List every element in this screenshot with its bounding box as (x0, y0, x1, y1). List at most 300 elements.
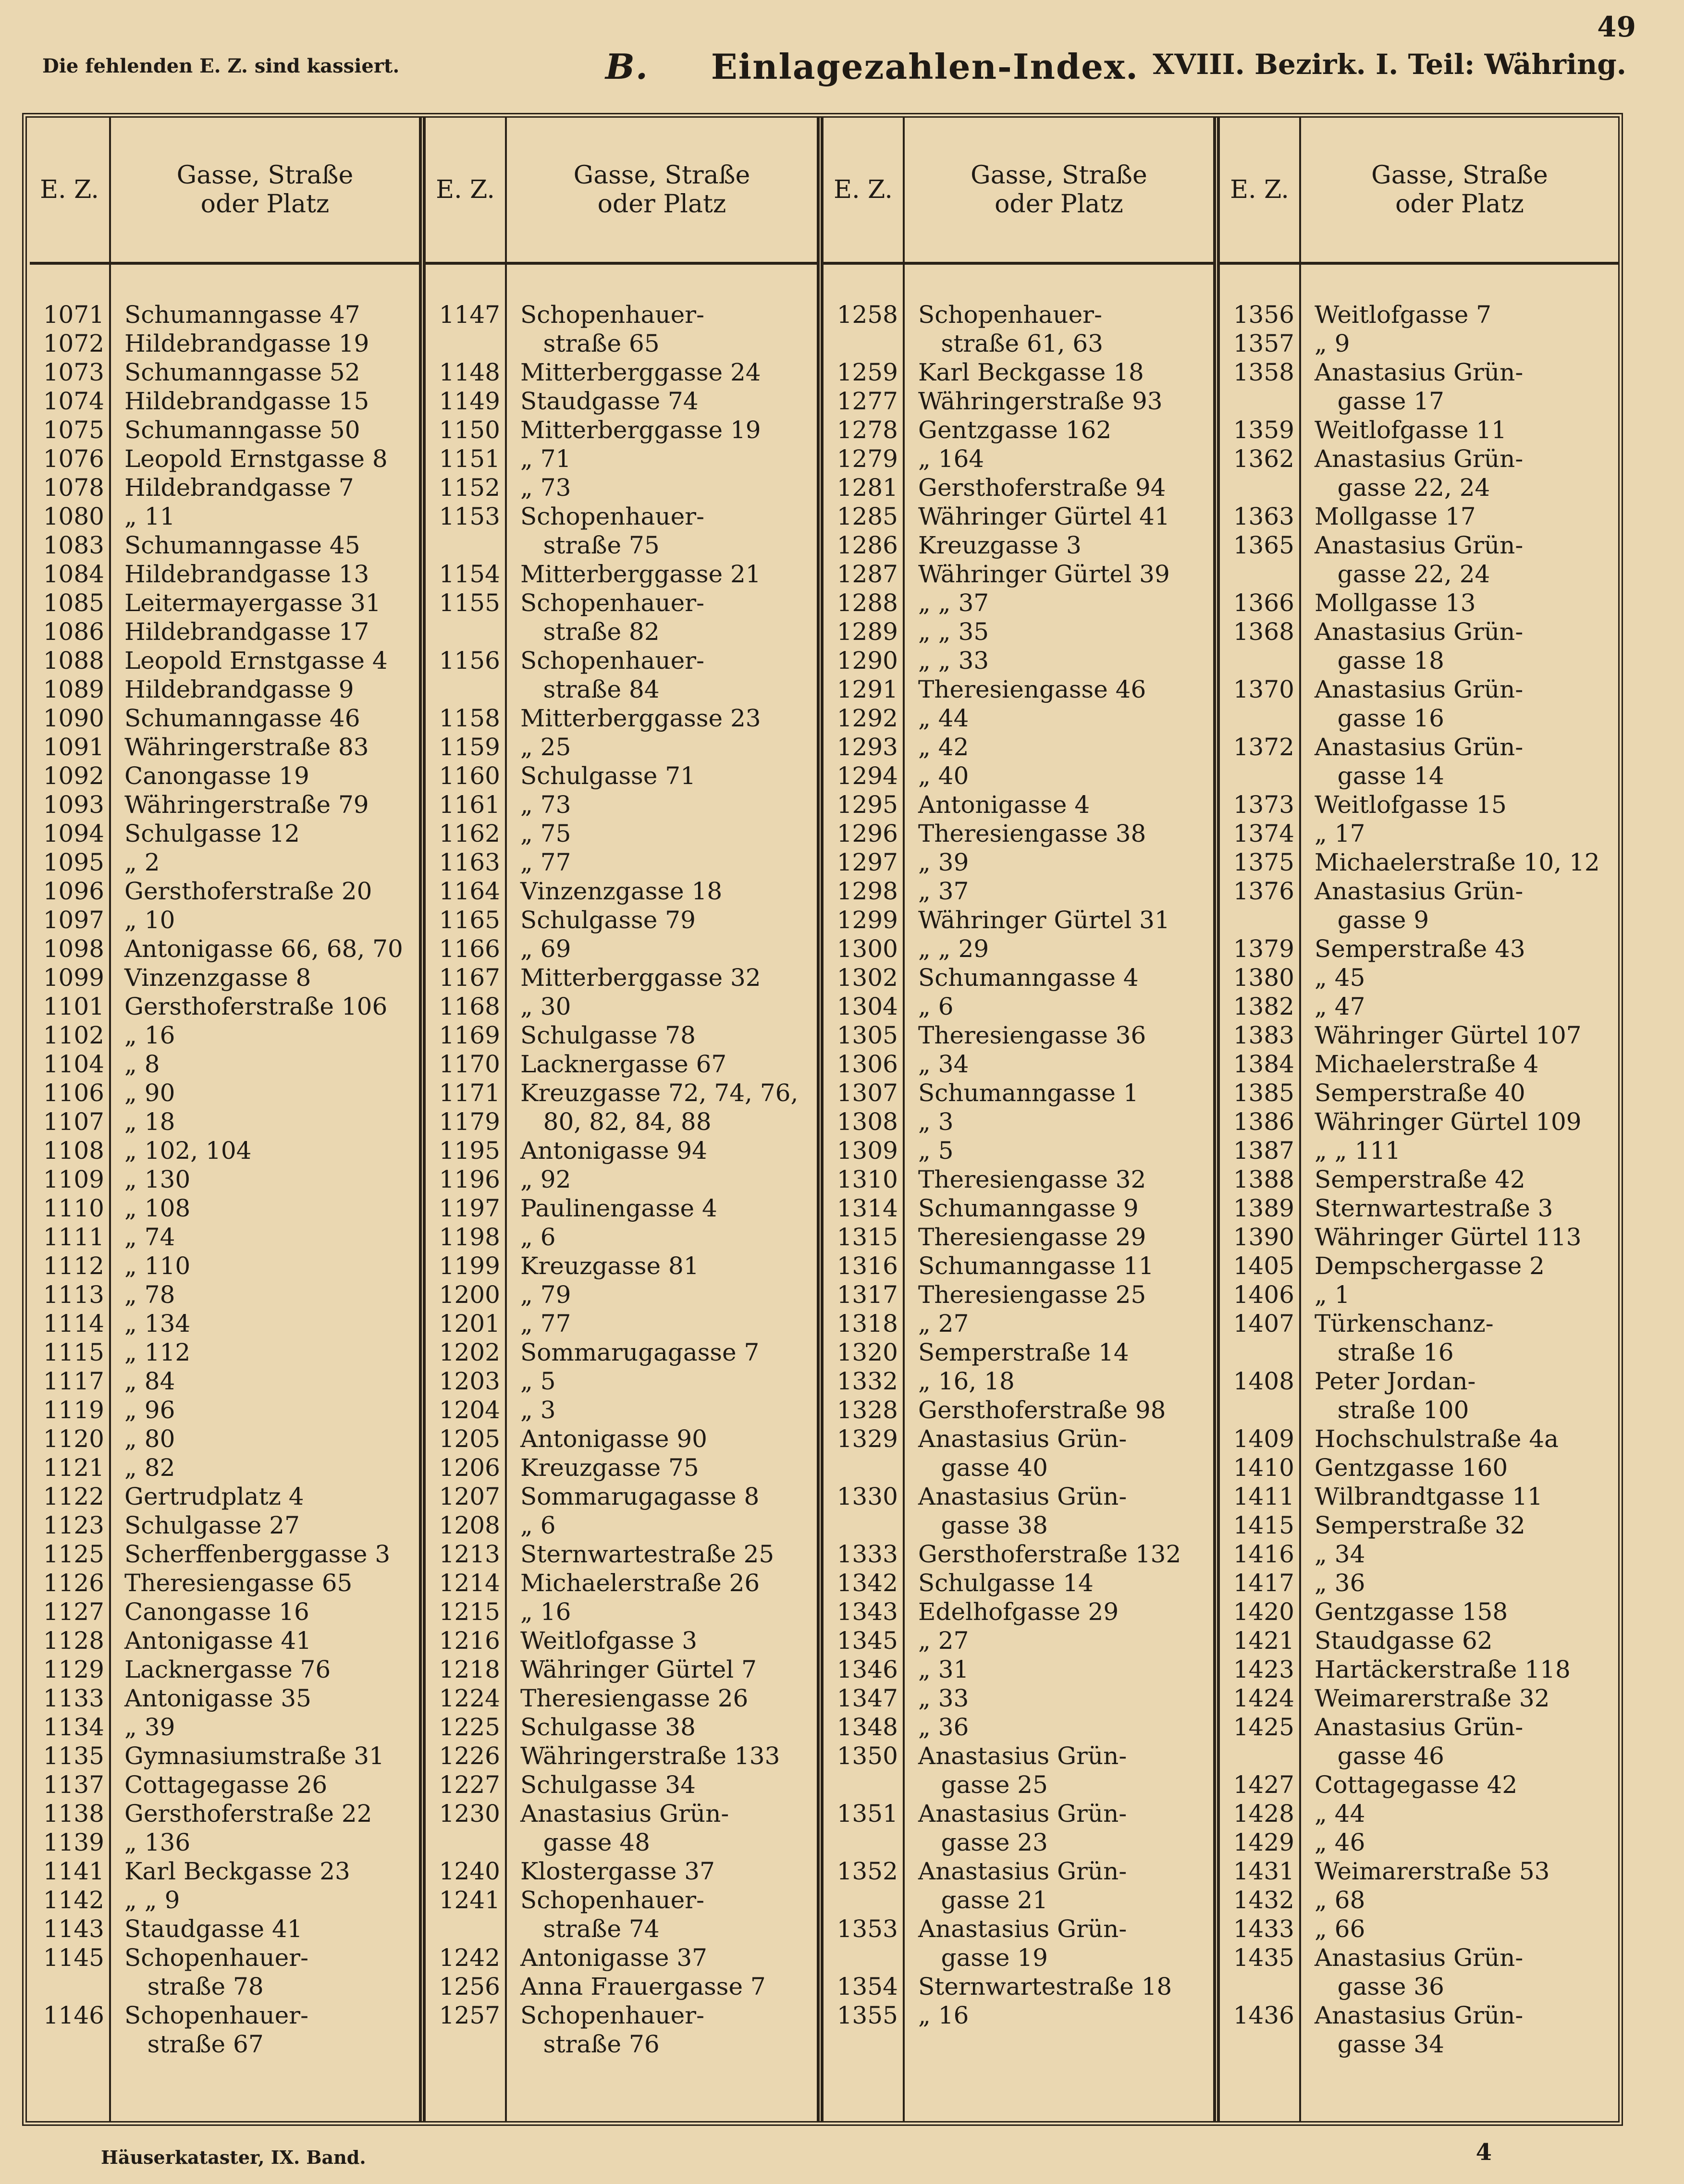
ez-number: 1314 (836, 1194, 898, 1222)
street-address: „ 112 (124, 1338, 191, 1366)
ez-number: 1141 (43, 1857, 104, 1885)
ez-number: 1308 (836, 1108, 898, 1136)
street-address: „ 17 (1315, 820, 1365, 847)
street-header (111, 118, 419, 262)
ez-number: 1075 (43, 416, 104, 444)
header-note: Die fehlenden E. Z. sind kassiert. (42, 55, 400, 77)
table-row (426, 1482, 817, 1511)
table-row (30, 1569, 419, 1597)
table-row (426, 963, 817, 992)
table-row (30, 819, 419, 848)
ez-number: 1380 (1233, 964, 1294, 992)
street-address: Anastasius Grün- gasse 21 (918, 1857, 1127, 1914)
ez-number: 1071 (43, 301, 104, 329)
ez-number: 1300 (836, 935, 898, 963)
street-address: „ 82 (124, 1454, 175, 1482)
table-row (824, 617, 1213, 646)
street-address: Mollgasse 17 (1315, 503, 1476, 530)
street-header (1301, 118, 1618, 262)
street-header-text: Gasse, Straße oder Platz (971, 161, 1147, 219)
street-address: Theresiengasse 65 (124, 1569, 353, 1597)
table-row (824, 1367, 1213, 1396)
ez-number: 1205 (439, 1425, 500, 1453)
street-address: „ 34 (1315, 1540, 1365, 1568)
ez-number: 1099 (43, 964, 104, 992)
street-address: „ 5 (520, 1367, 556, 1395)
street-address: „ 110 (124, 1252, 191, 1280)
table-row (426, 1223, 817, 1252)
row-list (30, 300, 419, 2059)
ez-number: 1429 (1233, 1828, 1294, 1856)
table-row (1220, 502, 1618, 531)
table-row (824, 1165, 1213, 1194)
ez-number: 1072 (43, 330, 104, 357)
street-address: Schumanngasse 47 (124, 301, 360, 329)
street-address: Antonigasse 37 (520, 1944, 707, 1972)
ez-number: 1302 (836, 964, 898, 992)
street-address: „ 11 (124, 503, 175, 530)
ez-number: 1356 (1233, 301, 1294, 329)
street-address: Anastasius Grün- gasse 14 (1315, 733, 1524, 790)
ez-number: 1109 (43, 1166, 104, 1193)
street-address: „ 16, 18 (918, 1367, 1015, 1395)
ez-header: E. Z. (1220, 118, 1301, 262)
street-address: „ 2 (124, 848, 160, 876)
ez-number: 1093 (43, 791, 104, 819)
table-row (1220, 1482, 1618, 1511)
table-row (426, 1972, 817, 2001)
column-divider (419, 118, 426, 2121)
ez-number: 1171 (439, 1079, 500, 1107)
street-address: Hartäckerstraße 118 (1315, 1656, 1571, 1683)
table-row (30, 963, 419, 992)
ez-number: 1151 (439, 445, 500, 473)
ez-number: 1316 (836, 1252, 898, 1280)
table-row (426, 1165, 817, 1194)
street-address: Kreuzgasse 72, 74, 76, (520, 1079, 799, 1107)
signature-mark: 4 (1475, 2139, 1492, 2166)
street-address: Anna Frauergasse 7 (520, 1973, 766, 2000)
street-address: „ 40 (918, 762, 969, 790)
street-address: Gersthoferstraße 22 (124, 1800, 372, 1828)
ez-number: 1289 (836, 618, 898, 646)
street-address: „ 36 (918, 1713, 969, 1741)
ez-number: 1143 (43, 1915, 104, 1943)
table-row (1220, 444, 1618, 502)
table-row (824, 2001, 1213, 2030)
table-row (426, 1136, 817, 1165)
street-address: Währingerstraße 83 (124, 733, 369, 761)
ez-number: 1347 (836, 1684, 898, 1712)
street-address: Anastasius Grün- gasse 40 (918, 1425, 1127, 1482)
table-row (1220, 1886, 1618, 1914)
street-address: Hildebrandgasse 19 (124, 330, 369, 357)
table-row (1220, 1511, 1618, 1540)
street-address: Antonigasse 66, 68, 70 (124, 935, 403, 963)
street-address: Canongasse 19 (124, 762, 309, 790)
ez-number: 1415 (1233, 1511, 1294, 1539)
ez-number: 1390 (1233, 1223, 1294, 1251)
street-address: Semperstraße 40 (1315, 1079, 1525, 1107)
table-row (426, 1742, 817, 1770)
table-row (30, 1799, 419, 1828)
street-address: „ 44 (918, 704, 969, 732)
ez-number: 1117 (43, 1367, 104, 1395)
table-row (426, 1424, 817, 1453)
table-row (30, 1367, 419, 1396)
street-address: Theresiengasse 25 (918, 1281, 1146, 1309)
street-address: Währinger Gürtel 7 (520, 1656, 757, 1683)
ez-number: 1114 (43, 1310, 104, 1337)
street-address: Weimarerstraße 32 (1315, 1684, 1550, 1712)
ez-number: 1102 (43, 1021, 104, 1049)
street-address: Hildebrandgasse 17 (124, 618, 369, 646)
table-row (824, 1309, 1213, 1338)
street-address: Wilbrandtgasse 11 (1315, 1483, 1543, 1510)
table-row (30, 1252, 419, 1280)
street-address: Schopenhauer- straße 82 (520, 589, 704, 646)
street-address: „ 30 (520, 993, 571, 1020)
ez-number: 1154 (439, 560, 500, 588)
ez-number: 1354 (836, 1973, 898, 2000)
table-row (426, 906, 817, 934)
street-address: „ 71 (520, 445, 571, 473)
street-address: Vinzenzgasse 18 (520, 877, 723, 905)
ez-number: 1288 (836, 589, 898, 617)
street-header-text: Gasse, Straße oder Platz (1371, 161, 1548, 219)
column-header (824, 118, 1213, 265)
table-row (824, 934, 1213, 963)
row-list (1220, 300, 1618, 2059)
ez-number: 1351 (836, 1800, 898, 1828)
table-row (1220, 1540, 1618, 1569)
street-address: Währinger Gürtel 109 (1315, 1108, 1582, 1136)
street-address: Gentzgasse 160 (1315, 1454, 1508, 1482)
ez-number: 1379 (1233, 935, 1294, 963)
ez-number: 1159 (439, 733, 500, 761)
street-address: Karl Beckgasse 18 (918, 358, 1144, 386)
table-row (1220, 1453, 1618, 1482)
ez-number: 1164 (439, 877, 500, 905)
street-address: „ 92 (520, 1166, 571, 1193)
ez-number: 1281 (836, 474, 898, 502)
street-address: „ 90 (124, 1079, 175, 1107)
street-address: Währingerstraße 93 (918, 387, 1163, 415)
street-address: „ 134 (124, 1310, 191, 1337)
street-address: Mitterberggasse 23 (520, 704, 761, 732)
ez-header: E. Z. (30, 118, 111, 262)
ez-number: 1359 (1233, 416, 1294, 444)
ez-number: 1195 (439, 1137, 500, 1165)
table-row (30, 1453, 419, 1482)
ez-number: 1125 (43, 1540, 104, 1568)
ez-number: 1152 (439, 474, 500, 502)
ez-number: 1353 (836, 1915, 898, 1943)
street-address: „ 5 (918, 1137, 954, 1165)
ez-number: 1286 (836, 531, 898, 559)
table-row (426, 934, 817, 963)
table-row (426, 1569, 817, 1597)
table-row (824, 1136, 1213, 1165)
table-row (426, 1050, 817, 1079)
street-address: Anastasius Grün- gasse 18 (1315, 618, 1524, 675)
ez-number: 1122 (43, 1483, 104, 1510)
street-address: „ 27 (918, 1627, 969, 1655)
street-address: Schumanngasse 9 (918, 1194, 1139, 1222)
ez-number: 1196 (439, 1166, 500, 1193)
street-address: Mitterberggasse 21 (520, 560, 761, 588)
street-address: „ 84 (124, 1367, 175, 1395)
table-row (824, 761, 1213, 790)
table-row (426, 819, 817, 848)
street-address: „ 102, 104 (124, 1137, 252, 1165)
ez-number: 1417 (1233, 1569, 1294, 1597)
table-row (824, 1713, 1213, 1742)
street-address: Lacknergasse 67 (520, 1050, 727, 1078)
table-row (30, 646, 419, 675)
table-row (1220, 1914, 1618, 1943)
ez-number: 1095 (43, 848, 104, 876)
column-header (1220, 118, 1618, 265)
table-row (1220, 934, 1618, 963)
street-address: „ 136 (124, 1828, 191, 1856)
street-address: Weimarerstraße 53 (1315, 1857, 1550, 1885)
ez-number: 1291 (836, 675, 898, 703)
table-row (824, 1972, 1213, 2001)
street-address: „ 1 (1315, 1281, 1350, 1309)
table-row (1220, 1569, 1618, 1597)
table-row (426, 1540, 817, 1569)
street-address: „ 6 (918, 993, 954, 1020)
street-address: Staudgasse 41 (124, 1915, 303, 1943)
ez-number: 1373 (1233, 791, 1294, 819)
table-row (824, 1857, 1213, 1914)
street-address: Semperstraße 32 (1315, 1511, 1525, 1539)
ez-number: 1342 (836, 1569, 898, 1597)
table-row (426, 848, 817, 877)
street-address: „ „ 35 (918, 618, 989, 646)
ez-number: 1279 (836, 445, 898, 473)
ez-number: 1424 (1233, 1684, 1294, 1712)
street-address: Schulgasse 79 (520, 906, 696, 934)
street-address: „ 27 (918, 1310, 969, 1337)
table-row (824, 502, 1213, 531)
street-address: Schopenhauer- straße 74 (520, 1886, 704, 1943)
street-address: „ 130 (124, 1166, 191, 1193)
table-row (824, 1424, 1213, 1482)
table-row (1220, 1194, 1618, 1223)
street-address: Leopold Ernstgasse 4 (124, 647, 388, 675)
table-row (426, 1886, 817, 1943)
table-row (30, 1165, 419, 1194)
ez-number: 1242 (439, 1944, 500, 1972)
street-address: Schumanngasse 11 (918, 1252, 1154, 1280)
ez-number: 1363 (1233, 503, 1294, 530)
table-row (1220, 1107, 1618, 1136)
table-row (824, 906, 1213, 934)
table-row (824, 1252, 1213, 1280)
ez-number: 1111 (43, 1223, 104, 1251)
table-row (1220, 1684, 1618, 1713)
ez-number: 1078 (43, 474, 104, 502)
ez-number: 1107 (43, 1108, 104, 1136)
street-address: Währinger Gürtel 31 (918, 906, 1170, 934)
table-row (824, 560, 1213, 589)
ez-number: 1167 (439, 964, 500, 992)
table-row (1220, 329, 1618, 358)
table-row (426, 560, 817, 589)
ez-number: 1433 (1233, 1915, 1294, 1943)
street-address: Theresiengasse 46 (918, 675, 1146, 703)
table-row (1220, 1424, 1618, 1453)
street-address: Gersthoferstraße 94 (918, 474, 1166, 502)
street-address: „ 73 (520, 474, 571, 502)
ez-number: 1104 (43, 1050, 104, 1078)
ez-header: E. Z. (824, 118, 905, 262)
ez-number: 1287 (836, 560, 898, 588)
table-row (1220, 1280, 1618, 1309)
table-row (1220, 1828, 1618, 1857)
ez-number: 1299 (836, 906, 898, 934)
street-header-text: Gasse, Straße oder Platz (573, 161, 750, 219)
street-address: Dempschergasse 2 (1315, 1252, 1545, 1280)
table-row (30, 1223, 419, 1252)
table-row (824, 848, 1213, 877)
table-row (1220, 416, 1618, 444)
table-row (824, 819, 1213, 848)
street-address: Anastasius Grün- gasse 23 (918, 1800, 1127, 1856)
ez-number: 1225 (439, 1713, 500, 1741)
street-address: „ 3 (520, 1396, 556, 1424)
street-address: „ 36 (1315, 1569, 1365, 1597)
ez-number: 1293 (836, 733, 898, 761)
ez-number: 1258 (836, 301, 898, 329)
street-address: Karl Beckgasse 23 (124, 1857, 350, 1885)
street-address: Theresiengasse 32 (918, 1166, 1146, 1193)
table-row (824, 1626, 1213, 1655)
street-address: „ 42 (918, 733, 969, 761)
street-address: Hochschulstraße 4a (1315, 1425, 1559, 1453)
street-address: Währingerstraße 79 (124, 791, 369, 819)
street-address: Schumanngasse 1 (918, 1079, 1139, 1107)
ez-number: 1420 (1233, 1598, 1294, 1626)
table-row (1220, 1252, 1618, 1280)
ez-number: 1358 (1233, 358, 1294, 386)
table-row (1220, 617, 1618, 675)
ez-number: 1383 (1233, 1021, 1294, 1049)
ez-number: 1292 (836, 704, 898, 732)
table-row (30, 1713, 419, 1742)
ez-number: 1139 (43, 1828, 104, 1856)
table-row (426, 1021, 817, 1050)
column-divider (817, 118, 824, 2121)
street-address: „ 16 (918, 2001, 969, 2029)
street-address: Währinger Gürtel 41 (918, 503, 1170, 530)
ez-number: 1145 (43, 1944, 104, 1972)
street-address: Leitermayergasse 31 (124, 589, 381, 617)
street-address: „ 66 (1315, 1915, 1365, 1943)
ez-number: 1150 (439, 416, 500, 444)
ez-number: 1372 (1233, 733, 1294, 761)
street-address: „ 6 (520, 1511, 556, 1539)
street-address: Hildebrandgasse 15 (124, 387, 369, 415)
street-address: Schulgasse 14 (918, 1569, 1094, 1597)
table-row (30, 992, 419, 1021)
table-row (824, 646, 1213, 675)
table-row (824, 416, 1213, 444)
ez-number: 1073 (43, 358, 104, 386)
street-address: Mollgasse 13 (1315, 589, 1476, 617)
ez-number: 1098 (43, 935, 104, 963)
table-row (30, 877, 419, 906)
ez-number: 1410 (1233, 1454, 1294, 1482)
table-row (1220, 300, 1618, 329)
street-header-text: Gasse, Straße oder Platz (176, 161, 354, 219)
ez-number: 1200 (439, 1281, 500, 1309)
ez-number: 1256 (439, 1973, 500, 2000)
ez-number: 1382 (1233, 993, 1294, 1020)
table-row (426, 502, 817, 560)
ez-number: 1411 (1233, 1483, 1294, 1510)
ez-number: 1085 (43, 589, 104, 617)
table-row (824, 444, 1213, 473)
table-row (426, 1943, 817, 1972)
ez-number: 1216 (439, 1627, 500, 1655)
ez-number: 1306 (836, 1050, 898, 1078)
street-address: „ 39 (124, 1713, 175, 1741)
ez-number: 1277 (836, 387, 898, 415)
table-row (30, 934, 419, 963)
street-address: Anastasius Grün- gasse 25 (918, 1742, 1127, 1799)
street-address: „ 25 (520, 733, 571, 761)
ez-number: 1374 (1233, 820, 1294, 847)
table-row (1220, 1021, 1618, 1050)
ez-number: 1080 (43, 503, 104, 530)
street-address: Lacknergasse 76 (124, 1656, 331, 1683)
ez-number: 1307 (836, 1079, 898, 1107)
ez-header: E. Z. (426, 118, 507, 262)
ez-number: 1355 (836, 2001, 898, 2029)
street-address: „ 77 (520, 848, 571, 876)
ez-number: 1406 (1233, 1281, 1294, 1309)
table-row (30, 300, 419, 329)
table-row (30, 560, 419, 589)
ez-number: 1170 (439, 1050, 500, 1078)
table-row (30, 1050, 419, 1079)
ez-number: 1285 (836, 503, 898, 530)
ez-number: 1138 (43, 1800, 104, 1828)
table-row (30, 473, 419, 502)
ez-number: 1278 (836, 416, 898, 444)
index-column-4 (1220, 118, 1618, 2121)
street-address: „ „ 9 (124, 1886, 180, 1914)
table-row (426, 1079, 817, 1107)
ez-number: 1387 (1233, 1137, 1294, 1165)
table-row (30, 1136, 419, 1165)
street-address: Schulgasse 27 (124, 1511, 300, 1539)
street-address: Semperstraße 14 (918, 1338, 1129, 1366)
street-address: Mitterberggasse 32 (520, 964, 761, 992)
table-row (1220, 1655, 1618, 1684)
ez-number: 1297 (836, 848, 898, 876)
street-address: „ 77 (520, 1310, 571, 1337)
table-row (824, 877, 1213, 906)
ez-number: 1204 (439, 1396, 500, 1424)
street-address: Paulinengasse 4 (520, 1194, 717, 1222)
street-address: „ 34 (918, 1050, 969, 1078)
street-address: „ 74 (124, 1223, 175, 1251)
table-row (426, 1597, 817, 1626)
